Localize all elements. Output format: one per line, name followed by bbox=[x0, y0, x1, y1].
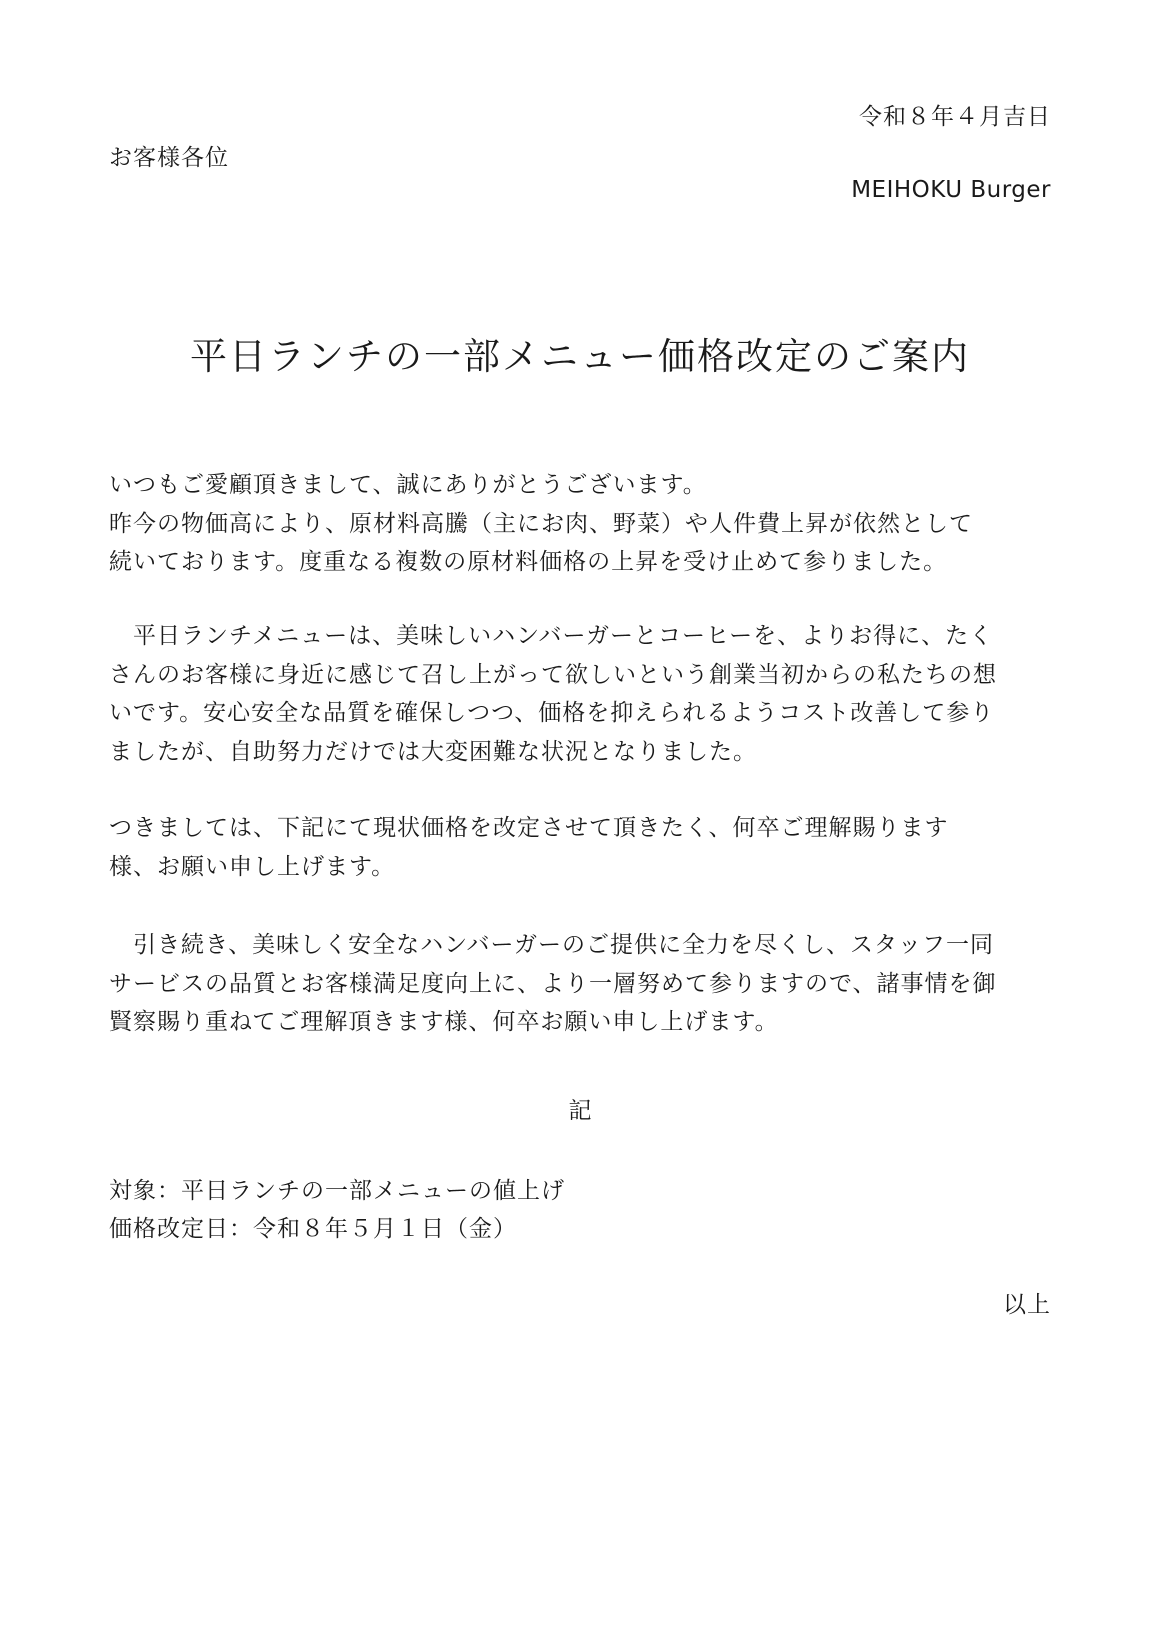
closing-mark: 以上 bbox=[1003, 1292, 1051, 1318]
paragraph-line: いです。安心安全な品質を確保しつつ、価格を抑えられるようコスト改善して参り bbox=[109, 700, 995, 726]
target-line: 対象：平日ランチの一部メニューの値上げ bbox=[109, 1178, 565, 1204]
recipient-line: お客様各位 bbox=[109, 145, 229, 171]
paragraph-line: 平日ランチメニューは、美味しいハンバーガーとコーヒーを、よりお得に、たく bbox=[109, 623, 994, 649]
paragraph-line: つきましては、下記にて現状価格を改定させて頂きたく、何卒ご理解賜ります bbox=[109, 815, 949, 841]
paragraph-line: 続いております。度重なる複数の原材料価格の上昇を受け止めて参りました。 bbox=[109, 549, 948, 575]
document-title: 平日ランチの一部メニュー価格改定のご案内 bbox=[190, 335, 970, 378]
paragraph-line: 引き続き、美味しく安全なハンバーガーのご提供に全力を尽くし、スタッフ一同 bbox=[109, 932, 995, 958]
sender-name: MEIHOKU Burger bbox=[851, 177, 1051, 203]
body-paragraph bbox=[109, 809, 1059, 886]
paragraph-line: サービスの品質とお客様満足度向上に、より一層努めて参りますので、諸事情を御 bbox=[109, 970, 997, 997]
details-section bbox=[109, 1172, 565, 1248]
body-paragraph bbox=[109, 466, 1059, 582]
paragraph-line: いつもご愛顧頂きまして、誠にありがとうございます。 bbox=[109, 472, 707, 498]
paragraph-line: 様、お願い申し上げます。 bbox=[109, 853, 396, 880]
effective-date-line: 価格改定日：令和８年５月１日（金） bbox=[109, 1216, 517, 1242]
paragraph-line: 昨今の物価高により、原材料高騰（主にお肉、野菜）や人件費上昇が依然として bbox=[109, 510, 973, 537]
body-paragraph bbox=[109, 926, 1059, 1042]
ki-heading: 記 bbox=[568, 1098, 592, 1124]
body-paragraph bbox=[109, 617, 1059, 771]
paragraph-line: ましたが、自助努力だけでは大変困難な状況となりました。 bbox=[109, 738, 757, 765]
document-date: 令和８年４月吉日 bbox=[859, 104, 1051, 130]
paragraph-line: さんのお客様に身近に感じて召し上がって欲しいという創業当初からの私たちの想 bbox=[109, 661, 997, 688]
paragraph-line: 賢察賜り重ねてご理解頂きます様、何卒お願い申し上げます。 bbox=[109, 1009, 779, 1035]
